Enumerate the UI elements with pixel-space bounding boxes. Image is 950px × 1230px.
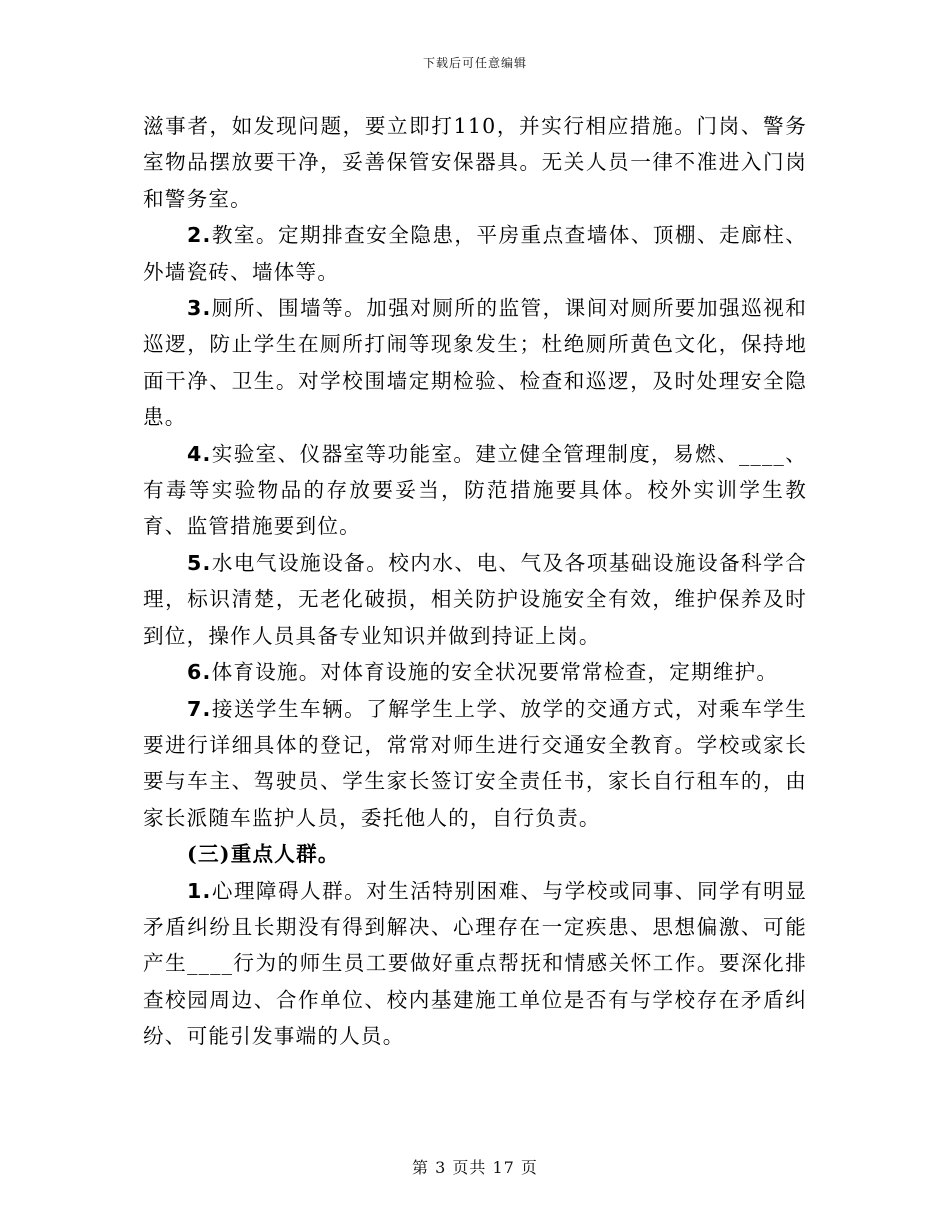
item-number: 4. (187, 441, 212, 466)
paragraph-item-5 (143, 545, 807, 654)
section-heading (143, 836, 807, 872)
item-number: 2. (187, 223, 212, 248)
paragraph-item-1 (143, 873, 807, 1055)
paragraph-continuation (143, 108, 807, 217)
paragraph-text: 体育设施。对体育设施的安全状况要常常检查，定期维护。 (211, 660, 779, 685)
paragraph-item-3 (143, 290, 807, 436)
paragraph-text: 心理障碍人群。对生活特别困难、与学校或同事、同学有明显矛盾纠纷且长期没有得到解决、心理存在一定疾患、思想偏激、可能产生____行为的师生员工要做好重点帮抚和情感关怀工作。要深化排查校园周边、合作单位、校内基建施工单位是否有与学校存在矛盾纠纷、可能引发事端的人员。 (143, 878, 807, 1049)
page-footer: 第 3 页共 17 页 (412, 1158, 538, 1177)
document-body (143, 108, 807, 1055)
item-number: 6. (187, 660, 212, 685)
paragraph-item-6 (143, 654, 807, 690)
item-number: 3. (187, 296, 212, 321)
paragraph-text: 厕所、围墙等。加强对厕所的监管，课间对厕所要加强巡视和巡逻，防止学生在厕所打闹等现象发生；杜绝厕所黄色文化，保持地面干净、卫生。对学校围墙定期检验、检查和巡逻，及时处理安全隐患。 (143, 296, 807, 430)
paragraph-text: 接送学生车辆。了解学生上学、放学的交通方式，对乘车学生要进行详细具体的登记，常常对师生进行交通安全教育。学校或家长要与车主、驾驶员、学生家长签订安全责任书，家长自行租车的，由家长派随车监护人员，委托他人的，自行负责。 (143, 696, 807, 830)
paragraph-text: 滋事者，如发现问题，要立即打110，并实行相应措施。门岗、警务室物品摆放要干净，妥善保管安保器具。无关人员一律不准进入门岗和警务室。 (143, 114, 807, 211)
item-number: 7. (187, 696, 212, 721)
paragraph-text: 水电气设施设备。校内水、电、气及各项基础设施设备科学合理，标识清楚，无老化破损，相关防护设施安全有效，维护保养及时到位，操作人员具备专业知识并做到持证上岗。 (143, 550, 807, 648)
paragraph-item-4 (143, 436, 807, 545)
section-title: 重点人群。 (230, 842, 340, 867)
paragraph-item-7 (143, 691, 807, 837)
paragraph-item-2 (143, 217, 807, 290)
paragraph-text: 实验室、仪器室等功能室。建立健全管理制度，易燃、____、有毒等实验物品的存放要妥当，防范措施要具体。校外实训学生教育、监管措施要到位。 (143, 441, 807, 539)
paragraph-text: 教室。定期排查安全隐患，平房重点查墙体、顶棚、走廊柱、外墙瓷砖、墙体等。 (143, 223, 807, 284)
item-number: 5. (187, 550, 212, 575)
section-number: (三) (187, 842, 231, 867)
page-header: 下载后可任意编辑 (422, 56, 527, 70)
item-number: 1. (187, 878, 212, 903)
